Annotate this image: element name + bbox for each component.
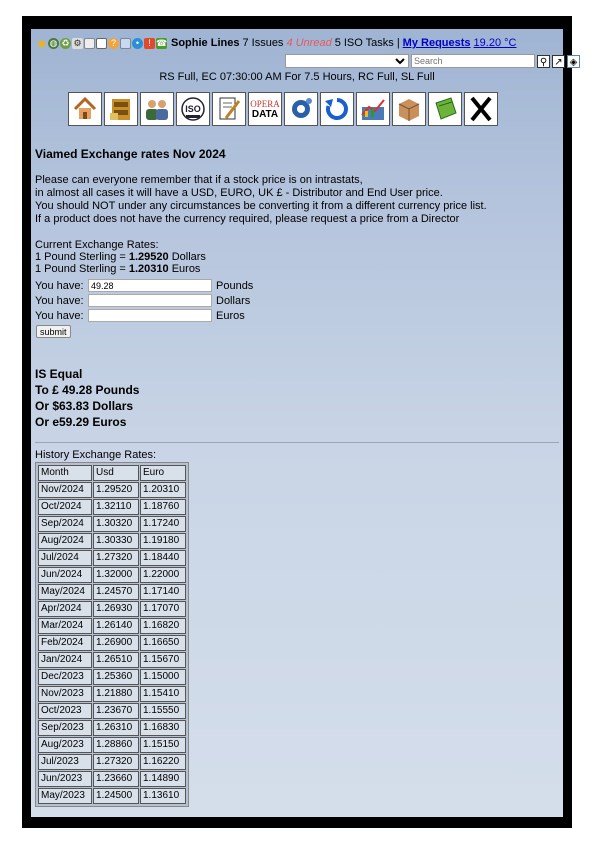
dollars-unit: Dollars (216, 294, 251, 307)
history-cell-usd: 1.26930 (93, 601, 139, 617)
search-input[interactable] (411, 54, 535, 68)
history-cell-month: Jan/2024 (38, 652, 92, 668)
history-row (38, 601, 186, 617)
chart-folder-icon[interactable] (356, 92, 390, 126)
history-cell-usd: 1.26310 (93, 720, 139, 736)
rate-eur (35, 263, 206, 275)
history-cell-month: Oct/2024 (38, 499, 92, 515)
history-row (38, 754, 186, 770)
box-icon[interactable] (392, 92, 426, 126)
user-name: Sophie Lines (171, 37, 240, 49)
history-cell-euro: 1.15670 (140, 652, 186, 668)
rate-usd-suffix: Dollars (168, 251, 206, 263)
rate-eur-value: 1.20310 (128, 263, 169, 275)
chat-icon[interactable]: • (132, 38, 143, 49)
archive-icon[interactable] (104, 92, 138, 126)
external-link-icon[interactable]: ↗ (552, 55, 565, 68)
history-header-usd: Usd (93, 465, 139, 481)
history-cell-euro: 1.14890 (140, 771, 186, 787)
history-cell-euro: 1.17240 (140, 516, 186, 532)
notice-text (35, 174, 487, 226)
history-cell-month: Mar/2024 (38, 618, 92, 634)
history-cell-month: Sep/2024 (38, 516, 92, 532)
quick-select[interactable] (285, 54, 409, 68)
history-cell-euro: 1.15410 (140, 686, 186, 702)
history-title: History Exchange Rates: (35, 449, 157, 461)
history-cell-euro: 1.16220 (140, 754, 186, 770)
history-cell-euro: 1.16830 (140, 720, 186, 736)
favourite-star-icon[interactable]: ★ (36, 35, 48, 51)
home-icon[interactable] (68, 92, 102, 126)
history-row (38, 720, 186, 736)
note-icon[interactable] (96, 38, 107, 49)
network-icon[interactable]: ◈ (567, 55, 580, 68)
history-row (38, 618, 186, 634)
pounds-input[interactable] (88, 279, 212, 292)
history-cell-usd: 1.27320 (93, 754, 139, 770)
history-row (38, 482, 186, 498)
history-row (38, 567, 186, 583)
result-line-1: IS Equal (35, 367, 83, 381)
history-cell-usd: 1.23660 (93, 771, 139, 787)
history-cell-usd: 1.26900 (93, 635, 139, 651)
submit-button[interactable]: submit (36, 325, 71, 338)
history-cell-euro: 1.19180 (140, 533, 186, 549)
opera-data-icon[interactable] (248, 92, 282, 126)
my-requests-link[interactable]: My Requests (402, 37, 471, 49)
issues-count[interactable]: 7 Issues (242, 37, 284, 49)
history-cell-usd: 1.27320 (93, 550, 139, 566)
document-icon[interactable] (212, 92, 246, 126)
history-cell-euro: 1.20310 (140, 482, 186, 498)
help-icon[interactable]: ? (108, 38, 119, 49)
history-cell-usd: 1.26140 (93, 618, 139, 634)
opera-data-bottom: DATA (251, 108, 279, 120)
history-cell-euro: 1.18760 (140, 499, 186, 515)
history-cell-usd: 1.32000 (93, 567, 139, 583)
mail-icon[interactable] (120, 38, 131, 49)
settings-icon[interactable] (284, 92, 318, 126)
page-content (31, 29, 578, 817)
history-row (38, 584, 186, 600)
history-cell-month: Nov/2023 (38, 686, 92, 702)
divider (35, 442, 559, 443)
history-cell-euro: 1.16650 (140, 635, 186, 651)
currency-converter (35, 278, 253, 323)
history-row (38, 686, 186, 702)
history-cell-euro: 1.17140 (140, 584, 186, 600)
history-row (38, 703, 186, 719)
history-row (38, 516, 186, 532)
dollars-input[interactable] (88, 294, 212, 307)
history-cell-month: Sep/2023 (38, 720, 92, 736)
history-cell-usd: 1.23670 (93, 703, 139, 719)
search-icon[interactable]: ⚲ (537, 55, 550, 68)
alert-icon[interactable]: ! (144, 38, 155, 49)
temperature-link[interactable]: 19.20 °C (473, 37, 517, 49)
globe-icon[interactable]: ◍ (49, 37, 58, 48)
history-cell-month: Apr/2024 (38, 601, 92, 617)
history-table-wrapper (35, 462, 189, 807)
top-bar (36, 35, 516, 51)
history-cell-usd: 1.21880 (93, 686, 139, 702)
history-cell-usd: 1.29520 (93, 482, 139, 498)
status-line: RS Full, EC 07:30:00 AM For 7.5 Hours, RC Full, SL Full (159, 71, 435, 83)
converter-row-dollars (35, 293, 253, 308)
current-rates-label: Current Exchange Rates: (35, 239, 159, 251)
history-cell-usd: 1.26510 (93, 652, 139, 668)
history-cell-month: Nov/2024 (38, 482, 92, 498)
recycle-icon[interactable]: ♻ (61, 37, 70, 48)
history-cell-month: May/2023 (38, 788, 92, 804)
history-header-row (38, 465, 186, 481)
converter-row-pounds (35, 278, 253, 293)
result-line-2: To £ 49.28 Pounds (35, 383, 140, 397)
phone-icon[interactable]: ☎ (156, 37, 168, 48)
converter-row-euros (35, 308, 253, 323)
history-cell-euro: 1.15550 (140, 703, 186, 719)
notice-line-4: If a product does not have the currency required, please request a price from a Director (35, 213, 460, 225)
history-row (38, 550, 186, 566)
book-icon[interactable] (428, 92, 462, 126)
notice-line-3: You should NOT under any circumstances be converting it from a different currency price list. (35, 200, 487, 212)
history-row (38, 771, 186, 787)
history-row (38, 635, 186, 651)
history-cell-usd: 1.30320 (93, 516, 139, 532)
history-row (38, 669, 186, 685)
euros-input[interactable] (88, 309, 212, 322)
history-cell-euro: 1.17070 (140, 601, 186, 617)
history-cell-euro: 1.18440 (140, 550, 186, 566)
rate-eur-prefix: 1 Pound Sterling = (35, 263, 129, 275)
history-cell-month: Aug/2023 (38, 737, 92, 753)
history-cell-usd: 1.32110 (93, 499, 139, 515)
iso-icon-text: ISO (185, 104, 201, 114)
nav-toolbar (68, 92, 498, 126)
conversion-result (35, 366, 139, 430)
euros-unit: Euros (216, 309, 245, 322)
current-rates (35, 239, 206, 275)
page-title: Viamed Exchange rates Nov 2024 (35, 147, 226, 161)
notice-line-1: Please can everyone remember that if a stock price is on intrastats, (35, 174, 363, 186)
history-cell-month: Dec/2023 (38, 669, 92, 685)
history-row (38, 499, 186, 515)
rate-usd (35, 251, 206, 263)
rate-usd-value: 1.29520 (128, 251, 169, 263)
pounds-unit: Pounds (216, 279, 254, 292)
refresh-icon[interactable] (320, 92, 354, 126)
you-have-label: You have: (35, 279, 84, 292)
tools-icon[interactable]: ⚙ (73, 37, 82, 48)
history-cell-month: Jun/2023 (38, 771, 92, 787)
history-cell-euro: 1.13610 (140, 788, 186, 804)
history-header-month: Month (38, 465, 92, 481)
rate-usd-prefix: 1 Pound Sterling = (35, 251, 129, 263)
history-cell-usd: 1.24500 (93, 788, 139, 804)
calculator-icon[interactable] (84, 38, 95, 49)
you-have-label: You have: (35, 309, 84, 322)
iso-tasks-count[interactable]: 5 ISO Tasks (334, 37, 394, 49)
history-cell-usd: 1.24570 (93, 584, 139, 600)
close-icon[interactable] (464, 92, 498, 126)
history-cell-month: Aug/2024 (38, 533, 92, 549)
history-cell-usd: 1.30330 (93, 533, 139, 549)
history-row (38, 533, 186, 549)
history-cell-euro: 1.15000 (140, 669, 186, 685)
history-row (38, 737, 186, 753)
history-cell-month: Jun/2024 (38, 567, 92, 583)
history-cell-euro: 1.15150 (140, 737, 186, 753)
history-cell-month: May/2024 (38, 584, 92, 600)
history-row (38, 788, 186, 804)
separator: | (396, 37, 400, 49)
opera-data-top: OPERA (250, 98, 280, 109)
history-table (37, 464, 187, 805)
you-have-label: You have: (35, 294, 84, 307)
history-cell-usd: 1.25360 (93, 669, 139, 685)
history-cell-month: Oct/2023 (38, 703, 92, 719)
history-cell-month: Jul/2023 (38, 754, 92, 770)
rate-eur-suffix: Euros (168, 263, 201, 275)
result-line-3: Or $63.83 Dollars (35, 399, 134, 413)
notice-line-2: in almost all cases it will have a USD, EURO, UK £ - Distributor and End User price. (35, 187, 443, 199)
history-header-euro: Euro (140, 465, 186, 481)
history-cell-euro: 1.16820 (140, 618, 186, 634)
result-line-4: Or e59.29 Euros (35, 415, 127, 429)
unread-count[interactable]: 4 Unread (286, 37, 332, 49)
search-row (285, 53, 582, 69)
history-cell-euro: 1.22000 (140, 567, 186, 583)
history-cell-usd: 1.28860 (93, 737, 139, 753)
history-cell-month: Feb/2024 (38, 635, 92, 651)
history-row (38, 652, 186, 668)
users-icon[interactable] (140, 92, 174, 126)
iso-icon[interactable] (176, 92, 210, 126)
history-cell-month: Jul/2024 (38, 550, 92, 566)
